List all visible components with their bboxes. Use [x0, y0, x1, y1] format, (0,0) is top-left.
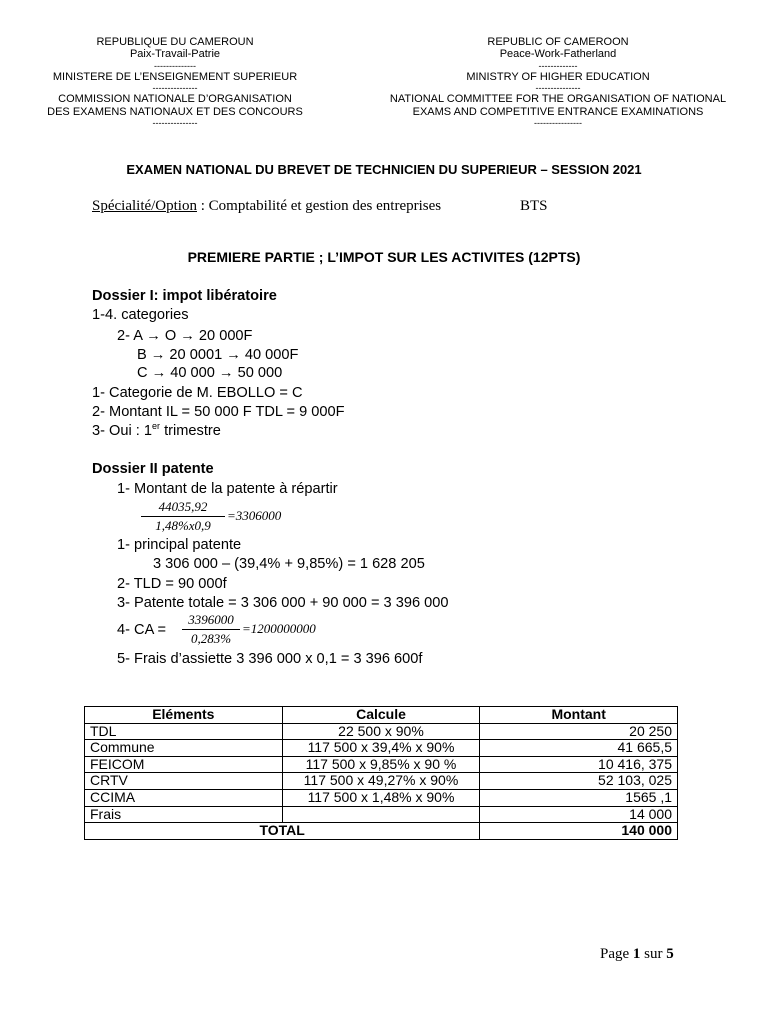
table-cell-calcule: 22 500 x 90% — [282, 723, 480, 740]
table-row — [85, 806, 678, 823]
table-cell-element: CCIMA — [85, 789, 283, 806]
header-right-sep3: ---------------- — [534, 118, 582, 129]
header-right-sep2: --------------- — [535, 83, 581, 94]
table-cell-element: Frais — [85, 806, 283, 823]
fraction-patente-numerator: 44035,92 — [158, 499, 208, 514]
table-header-montant: Montant — [480, 707, 678, 724]
speciality-level: BTS — [520, 198, 548, 214]
table-cell-calcule: 117 500 x 49,27% x 90% — [282, 773, 480, 790]
table-row — [85, 789, 678, 806]
header-left-sep3: --------------- — [152, 118, 198, 129]
speciality-value: : Comptabilité et gestion des entreprises — [196, 198, 442, 214]
table-header-row — [85, 707, 678, 724]
fraction-ca — [182, 612, 352, 650]
table-row — [85, 723, 678, 740]
header-left-line3: MINISTERE DE L’ENSEIGNEMENT SUPERIEUR — [52, 70, 298, 83]
header-right-line5: EXAMS AND COMPETITIVE ENTRANCE EXAMINATIONS — [412, 105, 704, 118]
fraction-ca-numerator: 3396000 — [188, 612, 234, 627]
dossier2-item2: 1- principal patente — [117, 537, 242, 553]
dossier1-cat-a: 2- A → O → 20 000F — [117, 328, 253, 344]
table-cell-montant: 14 000 — [480, 806, 678, 823]
table-cell-montant: 10 416, 375 — [480, 756, 678, 773]
table-cell-element: CRTV — [85, 773, 283, 790]
dossier2-item2-calc: 3 306 000 – (39,4% + 9,85%) = 1 628 205 — [153, 556, 425, 572]
header-right-line3: MINISTRY OF HIGHER EDUCATION — [466, 70, 650, 83]
fraction-patente-denominator: 1,48%x0,9 — [155, 518, 211, 533]
dossier1-item3 — [92, 422, 221, 440]
dossier1-title: Dossier I: impot libératoire — [92, 288, 277, 304]
table-cell-element: TDL — [85, 723, 283, 740]
page-word: Page — [600, 946, 633, 962]
speciality-line — [92, 198, 548, 215]
table-total-row — [85, 823, 678, 840]
speciality-label: Spécialité/Option — [92, 198, 197, 214]
header-left-sep2: --------------- — [152, 83, 198, 94]
header-left-line2: Paix-Travail-Patrie — [129, 48, 221, 61]
table-cell-montant: 52 103, 025 — [480, 773, 678, 790]
part-title: PREMIERE PARTIE ; L’IMPOT SUR LES ACTIVITES (12PTS) — [187, 249, 581, 265]
table-cell-montant: 20 250 — [480, 723, 678, 740]
header-left-line5: DES EXAMENS NATIONAUX ET DES CONCOURS — [47, 105, 303, 118]
header-left — [30, 36, 320, 128]
table-header-calcule: Calcule — [282, 707, 480, 724]
table-row — [85, 740, 678, 757]
fraction-ca-bar — [182, 629, 240, 630]
fraction-ca-result: =1200000000 — [242, 621, 316, 636]
fraction-ca-denominator: 0,283% — [190, 631, 232, 646]
table-total-value: 140 000 — [480, 823, 678, 840]
dossier2-title: Dossier II patente — [92, 461, 214, 477]
dossier1-item3-suffix: trimestre — [160, 423, 221, 439]
header-right-line2: Peace-Work-Fatherland — [499, 48, 617, 61]
dossier2-item6: 5- Frais d’assiette 3 396 000 x 0,1 = 3 396 600f — [117, 651, 423, 667]
table-cell-calcule: 117 500 x 9,85% x 90 % — [282, 756, 480, 773]
header-left-line4: COMMISSION NATIONALE D’ORGANISATION — [58, 93, 292, 106]
dossier1-categories: 1-4. categories — [92, 307, 189, 323]
dossier1-item2: 2- Montant IL = 50 000 F TDL = 9 000F — [92, 404, 345, 420]
table-cell-montant: 41 665,5 — [480, 740, 678, 757]
dossier1-cat-b: B → 20 0001 → 40 000F — [137, 347, 299, 363]
dossier2-item4: 3- Patente totale = 3 306 000 + 90 000 = 3 396 000 — [117, 595, 449, 611]
exam-title: EXAMEN NATIONAL DU BREVET DE TECHNICIEN DU SUPERIEUR – SESSION 2021 — [126, 162, 642, 177]
dossier2-item1: 1- Montant de la patente à répartir — [117, 481, 338, 497]
table-cell-montant: 1565 ,1 — [480, 789, 678, 806]
table-cell-calcule: 117 500 x 39,4% x 90% — [282, 740, 480, 757]
header-left-line1: REPUBLIQUE DU CAMEROUN — [96, 36, 254, 48]
table-row — [85, 773, 678, 790]
header-right-sep1: ------------- — [538, 60, 578, 71]
header-right-line1: REPUBLIC OF CAMEROON — [487, 36, 629, 48]
page-of-word: sur — [640, 946, 667, 962]
dossier2-item3: 2- TLD = 90 000f — [117, 576, 227, 592]
table-cell-calcule: 117 500 x 1,48% x 90% — [282, 789, 480, 806]
fraction-patente-bar — [141, 516, 225, 517]
header-left-sep1: -------------- — [154, 60, 196, 71]
dossier1-item1: 1- Categorie de M. EBOLLO = C — [92, 385, 303, 401]
page-total: 5 — [666, 946, 674, 962]
tax-table — [84, 706, 678, 840]
dossier1-item3-sup: er — [152, 421, 161, 432]
header-right-line4: NATIONAL COMMITTEE FOR THE ORGANISATION OF NATIONAL — [389, 93, 727, 106]
page-footer — [600, 946, 674, 963]
table-cell-element: Commune — [85, 740, 283, 757]
table-header-elements: Eléments — [85, 707, 283, 724]
table-cell-calcule — [282, 806, 480, 823]
table-cell-element: FEICOM — [85, 756, 283, 773]
fraction-patente-result: =3306000 — [227, 508, 282, 523]
page-number: 1 — [632, 946, 641, 962]
fraction-patente — [141, 499, 311, 537]
table-total-label: TOTAL — [85, 823, 480, 840]
header-right — [372, 36, 744, 128]
table-row — [85, 756, 678, 773]
dossier1-item3-prefix: 3- Oui : 1 — [92, 423, 153, 439]
dossier2-item5-label: 4- CA = — [117, 622, 167, 638]
dossier1-cat-c: C → 40 000 → 50 000 — [137, 365, 283, 381]
